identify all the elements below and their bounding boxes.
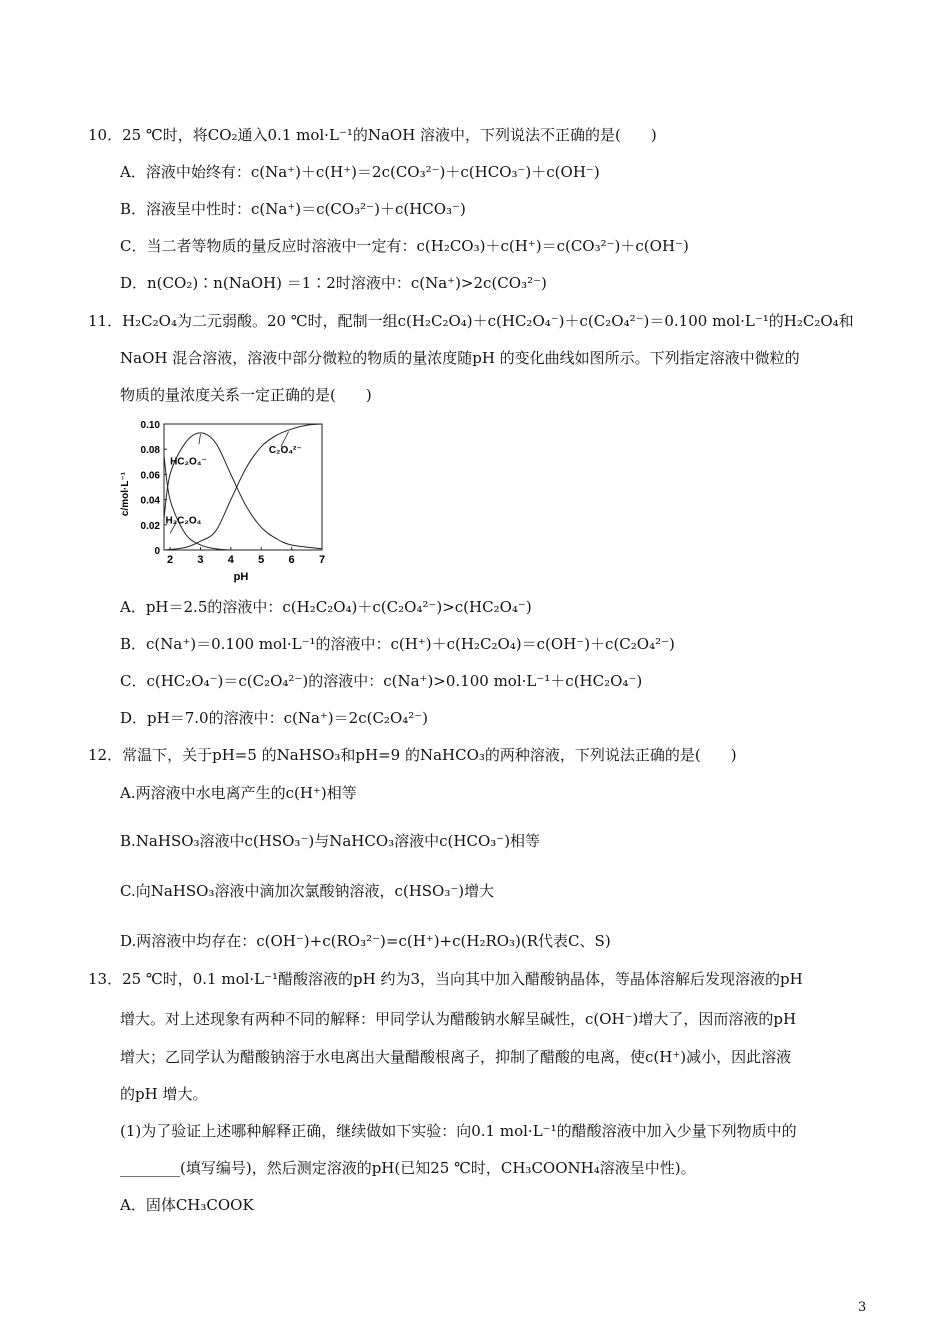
y-tick-label: 0.10 — [140, 420, 160, 431]
label-hc2o4: HC₂O₄⁻ — [170, 456, 207, 468]
label-h2c2o4: H₂C₂O₄ — [165, 515, 202, 527]
q13-line6: ________(填写编号)，然后测定溶液的pH(已知25 ℃时，CH₃COONH₄溶液呈中性)。 — [120, 1159, 696, 1177]
q11-stem-line3: 物质的量浓度关系一定正确的是( ) — [120, 386, 372, 404]
q11-stem-line2: NaOH 混合溶液，溶液中部分微粒的物质的量浓度随pH 的变化曲线如图所示。下列指定溶液中微粒的 — [120, 349, 800, 367]
x-tick-label: 4 — [227, 554, 234, 566]
chart-labels — [166, 432, 302, 534]
q13-line1: 13．25 ℃时，0.1 mol·L⁻¹醋酸溶液的pH 约为3，当向其中加入醋酸钠晶体，等晶体溶解后发现溶液的pH — [88, 970, 803, 988]
q10-stem: 10．25 ℃时，将CO₂通入0.1 mol·L⁻¹的NaOH 溶液中，下列说法不正确的是( ) — [88, 126, 657, 144]
q13-line4: 的pH 增大。 — [120, 1085, 208, 1103]
chart-axes — [164, 424, 322, 550]
q13-line2: 增大。对上述现象有两种不同的解释：甲同学认为醋酸钠水解呈碱性，c(OH⁻)增大了，因而溶液的pH — [120, 1010, 797, 1028]
label-c2o4: C₂O₄²⁻ — [268, 444, 302, 456]
q11-option-c: C．c(HC₂O₄⁻)＝c(C₂O₄²⁻)的溶液中：c(Na⁺)>0.100 mol·L⁻¹＋c(HC₂O₄⁻) — [120, 672, 643, 690]
q13-line3: 增大；乙同学认为醋酸钠溶于水电离出大量醋酸根离子，抑制了醋酸的电离，使c(H⁺)减小，因此溶液 — [120, 1048, 792, 1066]
q10-option-a: A．溶液中始终有：c(Na⁺)＋c(H⁺)＝2c(CO₃²⁻)＋c(HCO₃⁻)＋c(OH⁻) — [120, 163, 600, 181]
q12-option-b: B.NaHSO₃溶液中c(HSO₃⁻)与NaHCO₃溶液中c(HCO₃⁻)相等 — [120, 832, 541, 850]
x-tick-label: 5 — [258, 554, 265, 566]
q13-line5: (1)为了验证上述哪种解释正确，继续做如下实验：向0.1 mol·L⁻¹的醋酸溶液中加入少量下列物质中的 — [120, 1122, 797, 1140]
plot-frame — [164, 424, 322, 550]
q12-option-c: C.向NaHSO₃溶液中滴加次氯酸钠溶液，c(HSO₃⁻)增大 — [120, 882, 495, 900]
y-tick-label: 0.08 — [140, 445, 160, 457]
y-tick-label: 0.04 — [140, 495, 160, 507]
y-tick-label: 0 — [154, 546, 160, 557]
y-axis-label: c/mol·L⁻¹ — [120, 471, 131, 517]
chart-curves — [164, 424, 322, 550]
q13-option-a: A．固体CH₃COOK — [120, 1196, 254, 1214]
concentration-ph-chart — [112, 412, 342, 584]
series-line-2 — [164, 456, 231, 551]
q11-option-a: A．pH＝2.5的溶液中：c(H₂C₂O₄)＋c(C₂O₄²⁻)>c(HC₂O₄⁻) — [120, 598, 532, 616]
y-tick-label: 0.06 — [140, 470, 160, 482]
page-number: 3 — [858, 1300, 867, 1315]
x-tick-label: 7 — [318, 554, 326, 566]
q11-stem-line1: 11．H₂C₂O₄为二元弱酸。20 ℃时，配制一组c(H₂C₂O₄)＋c(HC₂O₄⁻)＋c(C₂O₄²⁻)＝0.100 mol·L⁻¹的H₂C₂O₄和 — [88, 312, 854, 330]
y-tick-label: 0.02 — [140, 520, 160, 532]
x-tick-label: 2 — [167, 554, 174, 566]
x-tick-label: 3 — [197, 554, 204, 566]
q12-option-a: A.两溶液中水电离产生的c(H⁺)相等 — [120, 784, 357, 802]
x-tick-label: 6 — [288, 554, 295, 566]
label-hc2o4-leader — [199, 434, 201, 444]
q10-option-c: C．当二者等物质的量反应时溶液中一定有：c(H₂CO₃)＋c(H⁺)＝c(CO₃²⁻)＋c(OH⁻) — [120, 237, 689, 255]
q12-option-d: D.两溶液中均存在：c(OH⁻)+c(RO₃²⁻)=c(H⁺)+c(H₂RO₃)(R代表C、S) — [120, 932, 611, 950]
x-axis-label: pH — [233, 571, 249, 583]
q12-stem: 12．常温下，关于pH=5 的NaHSO₃和pH=9 的NaHCO₃的两种溶液，下列说法正确的是( ) — [88, 746, 737, 764]
q11-option-d: D．pH＝7.0的溶液中：c(Na⁺)＝2c(C₂O₄²⁻) — [120, 709, 429, 727]
q10-option-b: B．溶液呈中性时：c(Na⁺)＝c(CO₃²⁻)＋c(HCO₃⁻) — [120, 200, 466, 218]
series-line-1 — [164, 424, 322, 550]
q10-option-d: D．n(CO₂)∶n(NaOH) ＝1∶2时溶液中：c(Na⁺)>2c(CO₃²⁻) — [120, 274, 547, 292]
q11-option-b: B．c(Na⁺)＝0.100 mol·L⁻¹的溶液中：c(H⁺)＋c(H₂C₂O₄)＝c(OH⁻)＋c(C₂O₄²⁻) — [120, 635, 675, 653]
